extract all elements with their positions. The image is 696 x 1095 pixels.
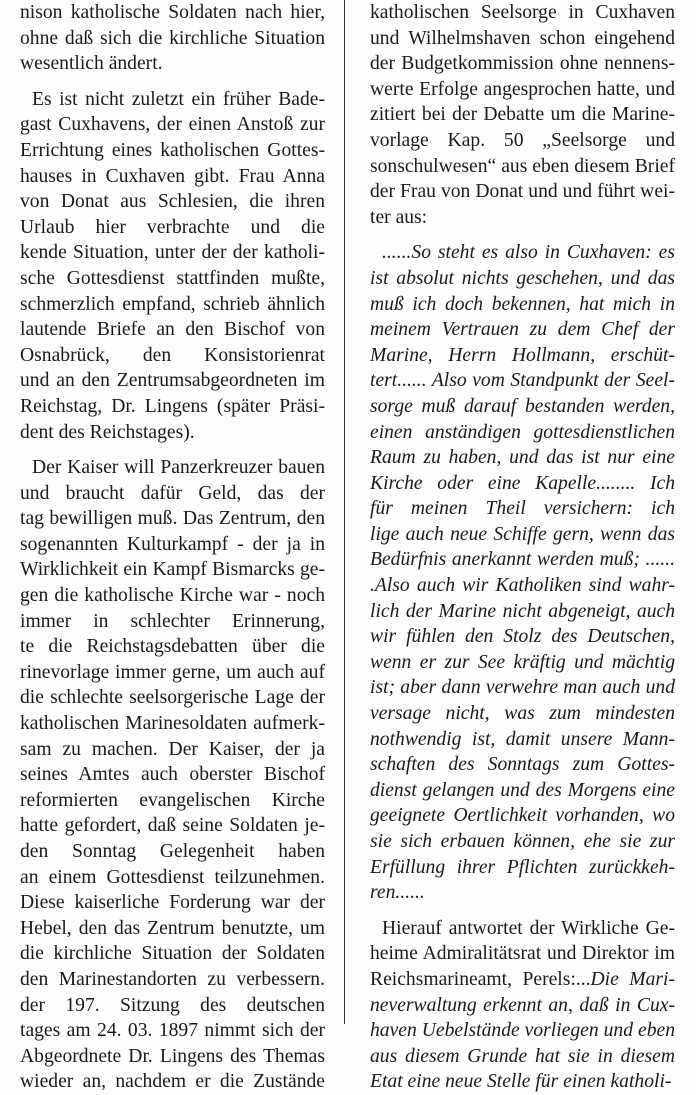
text-line: Marine, Herrn Hollmann, erschüt- — [370, 344, 675, 366]
text-line: an einem Gottesdienst teilzunehmen. — [20, 866, 325, 888]
paragraph — [20, 0, 325, 77]
paragraph — [370, 0, 675, 230]
text-line: Bedürfnis anerkannt werden muß; ...... — [370, 549, 675, 571]
text-line: reformierten evangelischen Kirche — [20, 789, 325, 811]
text-line: versage nicht, was zum mindesten — [370, 703, 675, 725]
text-line: Errichtung eines katholischen Gottes- — [20, 139, 325, 161]
text-line: zitiert bei der Debatte um die Marine- — [370, 104, 675, 126]
text-line: .Also auch wir Katholiken sind wahr- — [370, 575, 675, 597]
text-line: ohne daß sich die kirchliche Situation — [20, 27, 325, 49]
text-line: sogenannten Kulturkampf - der ja in — [20, 533, 325, 555]
text-line: muß ich doch bekennen, hat mich in — [370, 293, 675, 315]
text-line — [370, 1069, 675, 1095]
text-line: sie sich erbauen können, ehe sie zur — [370, 831, 675, 852]
text-line — [370, 1018, 675, 1044]
text-line: den Sonntag Gelegenheit haben — [20, 841, 325, 862]
italic-segment: Etat eine neue Stelle für einen katholi- — [370, 1071, 672, 1093]
text-line: tert...... Also vom Standpunkt der Seel- — [370, 370, 675, 392]
text-line: Wirklichkeit ein Kampf Bismarcks ge- — [20, 559, 325, 581]
text-line: ist absolut nichts geschehen, und das — [370, 267, 675, 289]
right-column — [370, 0, 675, 1095]
text-line — [370, 916, 675, 942]
text-line: gast Cuxhavens, der einen Anstoß zur — [20, 114, 325, 136]
text-segment: Reichsmarineamt, Perels:... — [370, 968, 591, 990]
text-line: und braucht dafür Geld, das der — [20, 482, 325, 504]
text-line: Hebel, den das Zentrum benutzte, um — [20, 917, 325, 939]
text-line: lautende Briefe an den Bischof von — [20, 319, 325, 341]
text-line: den Marinestandorten zu verbessern. — [20, 968, 325, 990]
text-line: immer in schlechter Erinnerung, — [20, 610, 325, 632]
text-line: werte Erfolge angesprochen hatte, und — [370, 78, 675, 100]
text-line: der 197. Sitzung des deutschen — [20, 994, 325, 1016]
text-line: dienst gelangen und des Morgens eine — [370, 779, 675, 801]
text-line: tages am 24. 03. 1897 nimmt sich der — [20, 1020, 325, 1042]
paragraph — [370, 240, 675, 905]
text-line: dent des Reichstages). — [20, 421, 195, 443]
text-line: ist; aber dann verwehre man auch und — [370, 677, 675, 699]
text-line: Osnabrück, den Konsistorienrat — [20, 344, 325, 366]
text-line: kende Situation, unter der der katholi- — [20, 242, 325, 264]
text-line: die schlechte seelsorgerische Lage der — [20, 687, 325, 709]
text-line: und an den Zentrumsabgeordneten im — [20, 370, 325, 392]
text-line: te die Reichstagsdebatten über die — [20, 636, 325, 658]
text-line: Diese kaiserliche Forderung war der — [20, 892, 325, 914]
text-line: hauses in Cuxhaven gibt. Frau Anna — [20, 165, 325, 187]
text-line: sorge muß darauf bestanden werden, — [370, 395, 675, 417]
text-line: Urlaub hier verbrachte und die — [20, 216, 325, 238]
text-line: Reichstag, Dr. Lingens (später Präsi- — [20, 395, 325, 417]
text-line: wir fühlen den Stolz des Deutschen, — [370, 626, 675, 648]
text-line: sche Gottesdienst stattfinden mußte, — [20, 267, 325, 289]
text-line: nison katholische Soldaten nach hier, — [20, 2, 325, 23]
text-line: schaften des Sonntags zum Gottes- — [370, 754, 675, 776]
italic-segment: Die Mari- — [590, 968, 675, 990]
text-line: von Donat aus Schlesien, die ihren — [20, 191, 325, 213]
text-line: Kirche oder eine Kapelle........ Ich — [370, 472, 675, 494]
text-line: der Budgetkommission ohne nennens- — [370, 53, 675, 75]
text-line: Erfüllung ihrer Pflichten zurückkeh- — [370, 856, 675, 878]
text-line: lich der Marine nicht abgeneigt, auch — [370, 600, 675, 622]
column-divider — [344, 0, 345, 1024]
text-line: nothwendig ist, damit unsere Mann- — [370, 728, 675, 750]
text-line: wenn er zur See kräftig und mächtig — [370, 651, 675, 673]
text-line: ......So steht es also in Cuxhaven: es — [382, 242, 675, 264]
text-line: gen die katholische Kirche war - noch — [20, 585, 325, 607]
text-line — [370, 941, 675, 967]
text-line — [370, 967, 675, 993]
text-line: Der Kaiser will Panzerkreuzer bauen — [32, 457, 325, 479]
text-line: ter aus: — [370, 206, 428, 228]
text-segment: Hierauf antwortet der Wirkliche Ge- — [382, 917, 675, 939]
text-line — [370, 1044, 675, 1070]
left-column — [20, 0, 325, 1095]
text-line: Raum zu haben, und das ist nur eine — [370, 447, 675, 469]
text-line: einen anständigen gottesdienstlichen — [370, 421, 675, 443]
text-line: lige auch neue Schiffe gern, wenn das — [370, 523, 675, 545]
text-line — [370, 993, 675, 1019]
text-line: vorlage Kap. 50 „Seelsorge und — [370, 129, 675, 151]
text-line: schmerzlich empfand, schrieb ähnlich — [20, 293, 325, 315]
text-line: die kirchliche Situation der Soldaten — [20, 943, 325, 965]
text-line: Es ist nicht zuletzt ein früher Bade- — [32, 88, 325, 110]
paragraph — [20, 455, 325, 1095]
text-line: der Frau von Donat und und führt wei- — [370, 181, 675, 203]
text-line: katholischen Marinesoldaten aufmerk- — [20, 713, 325, 735]
text-line: und Wilhelmshaven schon eingehend — [370, 27, 675, 49]
italic-segment: neverwaltung erkennt an, daß in Cux- — [370, 994, 675, 1016]
paragraph — [370, 916, 675, 1095]
paragraph — [20, 87, 325, 445]
text-line: tag bewilligen muß. Das Zentrum, den — [20, 508, 325, 530]
text-line: wieder an, nachdem er die Zustände — [20, 1071, 325, 1093]
text-line: sam zu machen. Der Kaiser, der ja — [20, 738, 325, 760]
text-line: wesentlich ändert. — [20, 53, 163, 75]
text-line: geeignete Oertlichkeit vorhanden, wo — [370, 805, 675, 827]
text-line: Abgeordnete Dr. Lingens des Themas — [20, 1045, 325, 1067]
text-line: meinem Vertrauen zu dem Chef der — [370, 319, 675, 341]
text-line: katholischen Seelsorge in Cuxhaven — [370, 2, 675, 23]
italic-segment: aus diesem Grunde hat sie in diesem — [370, 1045, 675, 1067]
text-line: für meinen Theil versichern: ich — [370, 498, 675, 520]
italic-segment: haven Uebelstände vorliegen und eben — [370, 1020, 675, 1042]
text-line: hatte gefordert, daß seine Soldaten je- — [20, 815, 325, 837]
text-line: sonschulwesen“ aus eben diesem Brief — [370, 155, 675, 177]
text-segment: heime Admiralitätsrat und Direktor im — [370, 943, 675, 965]
text-line: ren...... — [370, 882, 425, 904]
text-line: rinevorlage immer gerne, um auch auf — [20, 661, 325, 683]
text-line: seines Amtes auch oberster Bischof — [20, 764, 325, 786]
